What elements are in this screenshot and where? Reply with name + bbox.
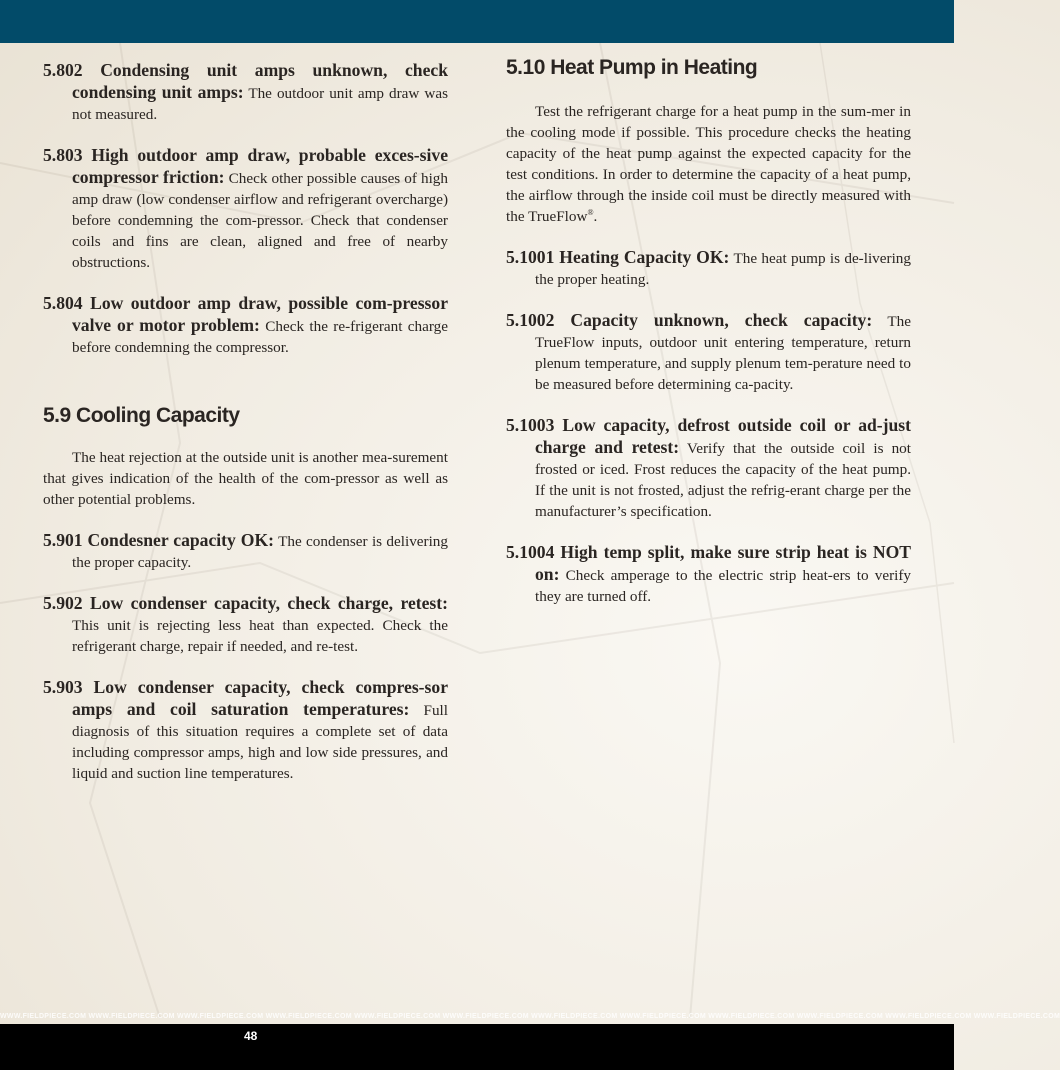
entry-5-1002 bbox=[506, 310, 911, 395]
intro-text: Test the refrigerant charge for a heat pump in the sum-mer in the cooling mode if possible. This procedure checks the heating capacity of the heat pump against the expected capacity for the test conditions. In order to determine the capacity of a heat pump, the airflow through the inside coil must be directly measured with the TrueFlow bbox=[506, 103, 911, 225]
footer-url-strip: WWW.FIELDPIECE.COM WWW.FIELDPIECE.COM WWW.FIELDPIECE.COM WWW.FIELDPIECE.COM WWW.FIELDPIECE.COM WWW.FIELDPIECE.COM WWW.FIELDPIECE.COM WWW.FIELDPIECE.COM WWW.FIELDPIECE.COM WWW.FIELDPIECE.COM WWW.FIELDPIECE.COM WWW.FIELDPIECE.COM bbox=[0, 1013, 1060, 1020]
entry-5-802 bbox=[43, 60, 448, 125]
section-heading-heat-pump: 5.10 Heat Pump in Heating bbox=[506, 56, 758, 79]
entry-heading: 5.901 Condesner capacity OK: bbox=[43, 530, 275, 550]
entry-body: The TrueFlow inputs, outdoor unit entering temperature, return plenum temperature, and supply plenum tem-perature need to be measured before determining ca-pacity. bbox=[535, 313, 911, 393]
section-heading-cooling-capacity: 5.9 Cooling Capacity bbox=[43, 404, 240, 427]
left-column bbox=[43, 60, 448, 804]
top-banner bbox=[0, 0, 954, 43]
entry-body: Check amperage to the electric strip heat-ers to verify they are turned off. bbox=[535, 567, 911, 605]
entry-body: Verify that the outside coil is not frosted or iced. Frost reduces the capacity of the heat pump. If the unit is not frosted, adjust the refrig-erant charge per the manufacturer’s specification. bbox=[535, 440, 911, 520]
entry-heading: 5.804 Low outdoor amp draw, possible com-pressor valve or motor problem: bbox=[43, 293, 448, 335]
page-number: 48 bbox=[244, 1029, 258, 1043]
intro-period: . bbox=[593, 208, 598, 225]
entry-body: Full diagnosis of this situation requires a complete set of data including compressor amps, high and low side pressures, and liquid and suction line temperatures. bbox=[72, 702, 448, 782]
entry-heading: 5.1004 High temp split, make sure strip heat is NOT on: bbox=[506, 542, 911, 584]
bottom-banner bbox=[0, 1024, 954, 1070]
registered-mark: ® bbox=[587, 207, 594, 217]
right-column bbox=[506, 56, 911, 627]
entry-heading: 5.1002 Capacity unknown, check capacity: bbox=[506, 310, 873, 330]
entry-body: The condenser is delivering the proper capacity. bbox=[72, 533, 448, 571]
entry-heading: 5.903 Low condenser capacity, check compres-sor amps and coil saturation temperatures: bbox=[43, 677, 448, 719]
entry-5-902 bbox=[43, 593, 448, 657]
heat-pump-intro-paragraph bbox=[506, 101, 911, 227]
cooling-intro-paragraph: The heat rejection at the outside unit is another mea-surement that gives indication of the health of the com-pressor as well as other potential problems. bbox=[43, 449, 448, 508]
entry-heading: 5.802 Condensing unit amps unknown, check condensing unit amps: bbox=[43, 60, 448, 102]
entry-5-901 bbox=[43, 530, 448, 573]
entry-5-1003 bbox=[506, 415, 911, 522]
entry-5-804 bbox=[43, 293, 448, 358]
entry-5-903 bbox=[43, 677, 448, 784]
entry-body: This unit is rejecting less heat than expected. Check the refrigerant charge, repair if needed, and re-test. bbox=[72, 617, 448, 655]
entry-5-803 bbox=[43, 145, 448, 273]
entry-heading: 5.1001 Heating Capacity OK: bbox=[506, 247, 730, 267]
entry-body: Check other possible causes of high amp draw (low condenser airflow and refrigerant overcharge) before condemning the com-pressor. Check that condenser coils and fins are clean, aligned and free of nearby obstructions. bbox=[72, 170, 448, 271]
entry-heading: 5.902 Low condenser capacity, check charge, retest: bbox=[43, 593, 448, 613]
entry-5-1004 bbox=[506, 542, 911, 607]
entry-body: The heat pump is de-livering the proper heating. bbox=[535, 250, 911, 288]
entry-heading: 5.1003 Low capacity, defrost outside coil or ad-just charge and retest: bbox=[506, 415, 911, 457]
entry-heading: 5.803 High outdoor amp draw, probable exces-sive compressor friction: bbox=[43, 145, 448, 187]
entry-body: The outdoor unit amp draw was not measured. bbox=[72, 85, 448, 123]
entry-5-1001 bbox=[506, 247, 911, 290]
entry-body: Check the re-frigerant charge before condemning the compressor. bbox=[72, 318, 448, 356]
